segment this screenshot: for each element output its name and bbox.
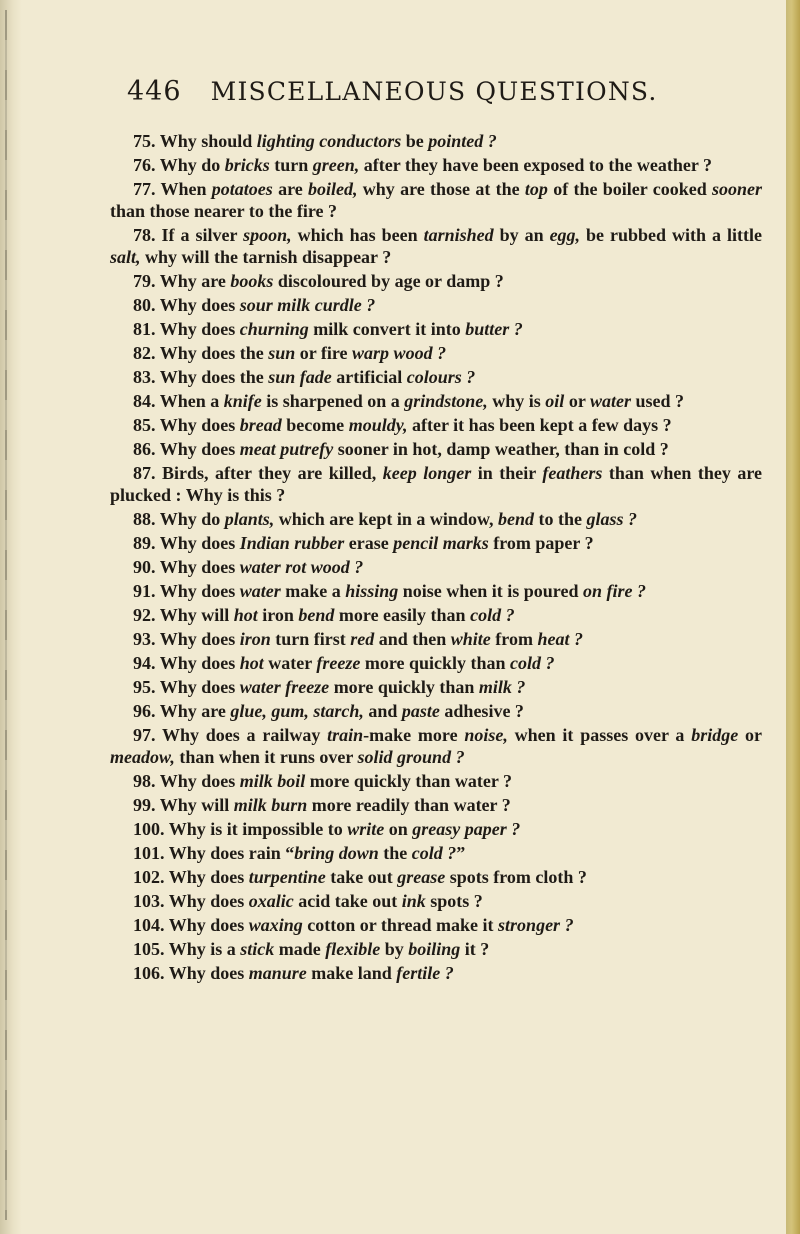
question-text: Why does	[159, 295, 240, 315]
question-number: 92.	[133, 605, 160, 625]
italic-term: hot	[233, 605, 258, 625]
question-number: 104.	[133, 915, 169, 935]
question-text: from paper ?	[488, 533, 594, 553]
question-text: Why does	[159, 439, 240, 459]
italic-term: lighting conductors	[256, 131, 402, 151]
italic-term: stick	[240, 939, 275, 959]
italic-term: colours ?	[406, 367, 476, 387]
question-item	[110, 154, 762, 176]
question-text: make land	[306, 963, 397, 983]
page-number: 446	[127, 76, 182, 107]
question-number: 80.	[133, 295, 160, 315]
italic-term: waxing	[248, 915, 303, 935]
question-item	[110, 532, 762, 554]
question-text: Why do	[159, 155, 225, 175]
italic-term: stronger ?	[498, 915, 574, 935]
question-text: -make more	[363, 725, 465, 745]
question-text: Why do	[159, 509, 225, 529]
italic-term: sun fade	[268, 367, 332, 387]
question-number: 87.	[133, 463, 162, 483]
question-number: 97.	[133, 725, 162, 745]
italic-term: milk burn	[233, 795, 308, 815]
question-item	[110, 628, 762, 650]
italic-term: tarnished	[423, 225, 494, 245]
italic-term: on fire ?	[582, 581, 646, 601]
question-text: and then	[374, 629, 451, 649]
question-number: 98.	[133, 771, 160, 791]
italic-term: sun	[268, 343, 296, 363]
question-text: after it has been kept a few days ?	[407, 415, 672, 435]
italic-term: mouldy,	[348, 415, 408, 435]
italic-term: sooner	[712, 179, 763, 199]
question-text: Why does	[159, 319, 240, 339]
italic-term: white	[450, 629, 491, 649]
italic-term: bridge	[691, 725, 739, 745]
question-number: 78.	[133, 225, 162, 245]
question-text: Why is it impossible to	[168, 819, 348, 839]
question-text: more readily than water ?	[307, 795, 511, 815]
question-item	[110, 224, 762, 268]
question-text: Why does	[159, 557, 240, 577]
question-text: more quickly than	[360, 653, 511, 673]
italic-term: bend	[298, 605, 335, 625]
question-number: 82.	[133, 343, 160, 363]
question-number: 95.	[133, 677, 160, 697]
question-number: 77.	[133, 179, 161, 199]
italic-term: Indian rubber	[239, 533, 345, 553]
question-item	[110, 604, 762, 626]
question-text: take out	[325, 867, 398, 887]
question-text: Why does	[168, 867, 249, 887]
binding-gutter	[0, 0, 22, 1234]
italic-term: bend	[497, 509, 534, 529]
italic-term: cold ?	[470, 605, 515, 625]
italic-term: boiled,	[308, 179, 358, 199]
question-item	[110, 318, 762, 340]
italic-term: green,	[312, 155, 360, 175]
question-text: turn first	[270, 629, 351, 649]
question-number: 86.	[133, 439, 160, 459]
italic-term: potatoes	[211, 179, 273, 199]
italic-term: egg,	[549, 225, 581, 245]
question-text: more easily than	[334, 605, 471, 625]
italic-term: glue, gum, starch,	[230, 701, 364, 721]
question-text: Why are	[159, 701, 231, 721]
question-item	[110, 556, 762, 578]
question-text: Why will	[159, 795, 234, 815]
italic-term: noise,	[464, 725, 508, 745]
question-item	[110, 178, 762, 222]
italic-term: churning	[239, 319, 309, 339]
italic-term: glass ?	[586, 509, 637, 529]
italic-term: pointed ?	[428, 131, 497, 151]
question-text: erase	[344, 533, 394, 553]
question-text: Why does	[168, 915, 249, 935]
italic-term: red	[350, 629, 375, 649]
question-text: be	[401, 131, 429, 151]
question-text: Why does	[168, 891, 249, 911]
italic-term: ink	[401, 891, 426, 911]
page-header	[127, 76, 667, 116]
question-number: 93.	[133, 629, 160, 649]
question-number: 89.	[133, 533, 160, 553]
question-text: why will the tarnish disappear ?	[140, 247, 392, 267]
question-text: turn	[269, 155, 313, 175]
question-item	[110, 890, 762, 912]
question-text: acid take out	[293, 891, 402, 911]
question-text: be rubbed with a little	[580, 225, 762, 245]
question-text: Why does	[159, 581, 240, 601]
question-text: When	[160, 179, 212, 199]
question-item	[110, 794, 762, 816]
italic-term: fertile ?	[396, 963, 454, 983]
question-item	[110, 724, 762, 768]
italic-term: salt,	[110, 247, 141, 267]
question-text: are	[272, 179, 309, 199]
question-text: the	[378, 843, 412, 863]
question-item	[110, 580, 762, 602]
question-text: spots ?	[425, 891, 483, 911]
question-item	[110, 818, 762, 840]
italic-term: knife	[223, 391, 262, 411]
question-text: or	[564, 391, 590, 411]
question-text: noise when it is poured	[398, 581, 583, 601]
question-item	[110, 294, 762, 316]
italic-term: boiling	[408, 939, 461, 959]
question-number: 85.	[133, 415, 160, 435]
question-number: 76.	[133, 155, 160, 175]
question-text: is sharpened on a	[261, 391, 405, 411]
question-text: When a	[159, 391, 224, 411]
question-text: Why does	[159, 629, 240, 649]
question-text: when it passes over a	[507, 725, 692, 745]
question-item	[110, 342, 762, 364]
question-text: than when they are plucked : Why is this ?	[110, 463, 763, 505]
question-text: or	[738, 725, 762, 745]
italic-term: manure	[248, 963, 307, 983]
italic-term: water	[239, 581, 281, 601]
italic-term: freeze	[316, 653, 361, 673]
question-text: after they have been exposed to the weather ?	[359, 155, 713, 175]
question-text: Why is a	[168, 939, 241, 959]
question-text: in their	[471, 463, 543, 483]
question-item	[110, 462, 762, 506]
question-text: Why does a railway	[161, 725, 328, 745]
question-item	[110, 938, 762, 960]
question-text: make a	[280, 581, 346, 601]
italic-term: plants,	[224, 509, 275, 529]
italic-term: feathers	[542, 463, 603, 483]
italic-term: train	[327, 725, 364, 745]
question-text: Why does rain “	[168, 843, 295, 863]
question-text: which are kept in a window,	[274, 509, 498, 529]
question-text: to the	[533, 509, 587, 529]
italic-term: milk ?	[478, 677, 526, 697]
running-head: MISCELLANEOUS QUESTIONS.	[210, 77, 658, 106]
question-text: Why does	[159, 415, 240, 435]
question-text: Why does	[159, 653, 240, 673]
italic-term: write	[347, 819, 385, 839]
question-text: which has been	[291, 225, 424, 245]
italic-term: heat ?	[537, 629, 583, 649]
question-number: 105.	[133, 939, 169, 959]
question-text: than those nearer to the fire ?	[110, 201, 337, 221]
question-list	[110, 130, 762, 986]
question-text: Why are	[159, 271, 231, 291]
question-item	[110, 270, 762, 292]
question-text: adhesive ?	[439, 701, 524, 721]
question-number: 102.	[133, 867, 169, 887]
question-number: 88.	[133, 509, 160, 529]
italic-term: spoon,	[243, 225, 292, 245]
question-text: become	[281, 415, 349, 435]
question-item	[110, 366, 762, 388]
question-text: milk convert it into	[308, 319, 466, 339]
question-number: 84.	[133, 391, 160, 411]
question-text: Birds, after they are killed,	[162, 463, 383, 483]
question-text: it ?	[460, 939, 490, 959]
italic-term: milk boil	[239, 771, 306, 791]
italic-term: cold ?	[510, 653, 555, 673]
question-text: than when it runs over	[174, 747, 358, 767]
question-text: Why should	[159, 131, 257, 151]
question-number: 81.	[133, 319, 160, 339]
question-number: 96.	[133, 701, 160, 721]
question-item	[110, 842, 762, 864]
italic-term: flexible	[325, 939, 381, 959]
italic-term: bricks	[224, 155, 270, 175]
question-text: Why will	[159, 605, 234, 625]
question-item	[110, 652, 762, 674]
question-item	[110, 770, 762, 792]
page-edge	[786, 0, 800, 1234]
question-number: 90.	[133, 557, 160, 577]
question-text: more quickly than	[329, 677, 479, 697]
question-text: Why does	[159, 771, 240, 791]
italic-term: water	[589, 391, 631, 411]
question-text: ”	[456, 843, 466, 863]
italic-term: grindstone,	[404, 391, 488, 411]
question-text: sooner in hot, damp weather, than in cold ?	[333, 439, 669, 459]
question-text: why is	[487, 391, 546, 411]
italic-term: books	[230, 271, 274, 291]
question-text: and	[363, 701, 402, 721]
question-text: cotton or thread make it	[302, 915, 499, 935]
italic-term: water rot wood ?	[239, 557, 364, 577]
question-text: water	[263, 653, 317, 673]
italic-term: hissing	[345, 581, 399, 601]
question-item	[110, 508, 762, 530]
question-item	[110, 130, 762, 152]
italic-term: oxalic	[248, 891, 294, 911]
question-text: used ?	[631, 391, 685, 411]
question-number: 94.	[133, 653, 160, 673]
italic-term: meadow,	[110, 747, 175, 767]
question-text: If a silver	[161, 225, 244, 245]
italic-term: solid ground ?	[357, 747, 465, 767]
question-text: why are those at the	[357, 179, 525, 199]
question-text: Why does the	[159, 343, 269, 363]
question-text: spots from cloth ?	[445, 867, 587, 887]
question-item	[110, 414, 762, 436]
question-number: 91.	[133, 581, 160, 601]
question-text: more quickly than water ?	[305, 771, 513, 791]
question-number: 83.	[133, 367, 160, 387]
question-number: 100.	[133, 819, 169, 839]
italic-term: turpentine	[248, 867, 326, 887]
italic-term: pencil marks	[393, 533, 489, 553]
question-text: by an	[493, 225, 550, 245]
italic-term: oil	[545, 391, 565, 411]
italic-term: sour milk curdle ?	[239, 295, 376, 315]
question-text: or fire	[295, 343, 353, 363]
question-item	[110, 962, 762, 984]
question-text: made	[274, 939, 326, 959]
question-text: discoloured by age or damp ?	[273, 271, 504, 291]
italic-term: bread	[239, 415, 282, 435]
italic-term: meat putrefy	[239, 439, 334, 459]
question-number: 106.	[133, 963, 169, 983]
italic-term: butter ?	[465, 319, 523, 339]
question-number: 75.	[133, 131, 160, 151]
question-text: on	[384, 819, 413, 839]
question-number: 79.	[133, 271, 160, 291]
question-item	[110, 700, 762, 722]
question-item	[110, 676, 762, 698]
question-number: 103.	[133, 891, 169, 911]
question-text: from	[490, 629, 538, 649]
italic-term: hot	[239, 653, 264, 673]
question-number: 101.	[133, 843, 169, 863]
italic-term: keep longer	[382, 463, 472, 483]
italic-term: greasy paper ?	[412, 819, 521, 839]
question-text: Why does	[159, 677, 240, 697]
question-text: of the boiler cooked	[547, 179, 712, 199]
question-item	[110, 866, 762, 888]
italic-term: paste	[401, 701, 440, 721]
italic-term: grease	[397, 867, 446, 887]
question-item	[110, 914, 762, 936]
question-text: Why does	[159, 533, 240, 553]
italic-term: bring down	[294, 843, 379, 863]
question-text: Why does the	[159, 367, 269, 387]
italic-term: top	[524, 179, 548, 199]
italic-term: warp wood ?	[352, 343, 447, 363]
italic-term: water freeze	[239, 677, 330, 697]
question-text: by	[380, 939, 409, 959]
italic-term: cold ?	[411, 843, 457, 863]
question-text: iron	[257, 605, 299, 625]
question-text: Why does	[168, 963, 249, 983]
question-text: artificial	[331, 367, 407, 387]
question-item	[110, 390, 762, 412]
italic-term: iron	[239, 629, 271, 649]
question-item	[110, 438, 762, 460]
question-number: 99.	[133, 795, 160, 815]
